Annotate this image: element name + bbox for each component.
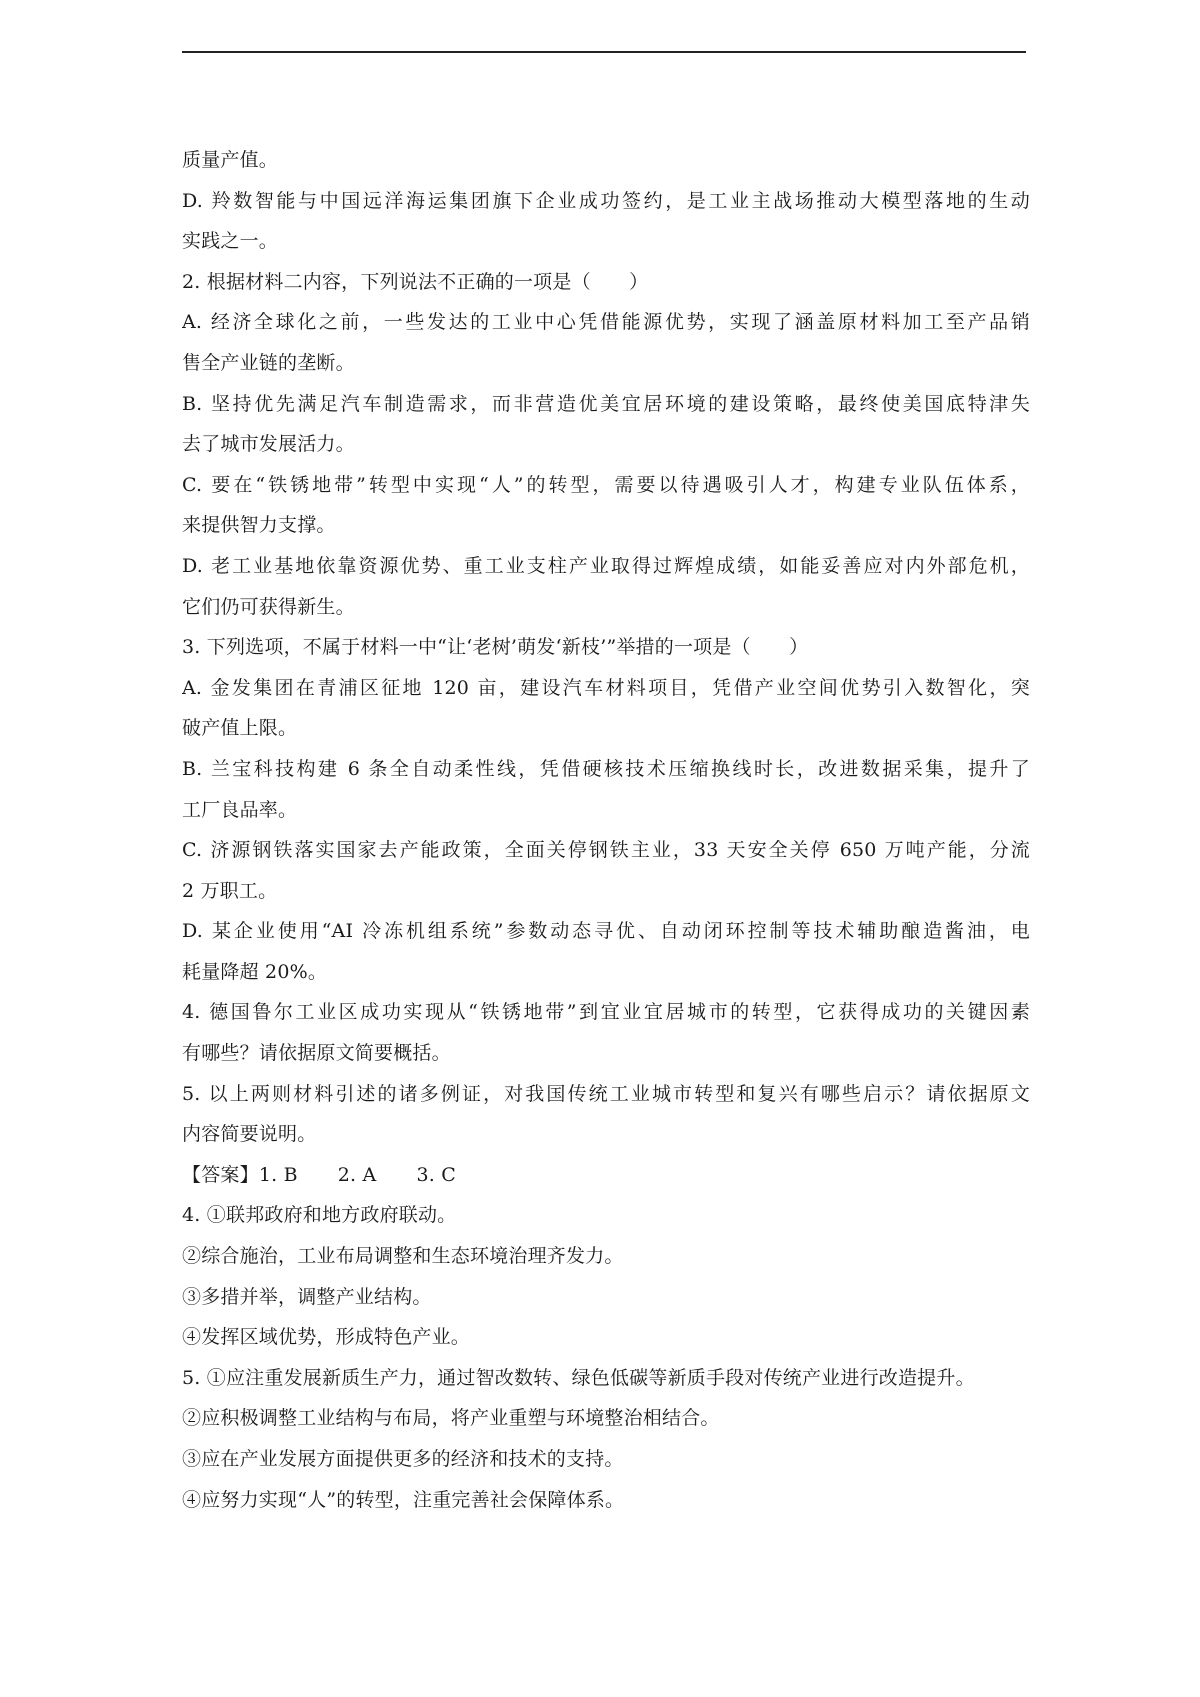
option-d-q2: D. 老工业基地依靠资源优势、重工业支柱产业取得过辉煌成绩，如能妥善应对内外部危机，	[182, 554, 1030, 577]
text-line: 耗量降超 20%。	[182, 960, 328, 983]
answer-3: 3. C	[416, 1163, 456, 1186]
answer-line	[182, 1155, 1030, 1196]
answer-4-point-1: 4. ①联邦政府和地方政府联动。	[182, 1204, 457, 1227]
text-line: 它们仍可获得新生。	[182, 595, 355, 618]
answer-5-point-2: ②应积极调整工业结构与布局，将产业重塑与环境整治相结合。	[182, 1407, 720, 1430]
answer-1: 1. B	[258, 1163, 298, 1186]
text-line: 破产值上限。	[182, 717, 298, 740]
answer-2: 2. A	[337, 1163, 377, 1186]
question-3: 3. 下列选项，不属于材料一中“让‘老树’萌发‘新枝’”举措的一项是（ ）	[182, 636, 809, 659]
text-line: 内容简要说明。	[182, 1123, 317, 1146]
document-body	[182, 140, 1030, 1520]
text-line: 来提供智力支撑。	[182, 514, 336, 537]
answer-5-point-4: ④应努力实现“人”的转型，注重完善社会保障体系。	[182, 1488, 625, 1511]
option-c-q2: C. 要在“铁锈地带”转型中实现“人”的转型，需要以待遇吸引人才，构建专业队伍体系，	[182, 473, 1030, 496]
answer-4-point-2: ②综合施治，工业布局调整和生态环境治理齐发力。	[182, 1245, 624, 1268]
question-2: 2. 根据材料二内容，下列说法不正确的一项是（ ）	[182, 270, 649, 293]
text-line: 售全产业链的垄断。	[182, 351, 355, 374]
answer-label: 【答案】	[182, 1163, 259, 1186]
option-d-q3: D. 某企业使用“AI 冷冻机组系统”参数动态寻优、自动闭环控制等技术辅助酿造酱油，电	[182, 920, 1030, 943]
option-a-q2: A. 经济全球化之前，一些发达的工业中心凭借能源优势，实现了涵盖原材料加工至产品销	[182, 311, 1030, 334]
answer-4-point-4: ④发挥区域优势，形成特色产业。	[182, 1326, 471, 1349]
answer-4-point-3: ③多措并举，调整产业结构。	[182, 1285, 432, 1308]
text-line: 2 万职工。	[182, 879, 278, 902]
header-rule	[182, 51, 1026, 53]
text-line: 实践之一。	[182, 230, 279, 253]
text-line: 质量产值。	[182, 149, 279, 171]
text-line: 工厂良品率。	[182, 798, 298, 821]
text-line: 有哪些？请依据原文简要概括。	[182, 1042, 451, 1065]
option-a-q3: A. 金发集团在青浦区征地 120 亩，建设汽车材料项目，凭借产业空间优势引入数智化，突	[182, 676, 1030, 699]
question-5: 5. 以上两则材料引述的诸多例证，对我国传统工业城市转型和复兴有哪些启示？请依据原文	[182, 1082, 1030, 1105]
option-b-q3: B. 兰宝科技构建 6 条全自动柔性线，凭借硬核技术压缩换线时长，改进数据采集，提升了	[182, 757, 1030, 780]
text-line: 去了城市发展活力。	[182, 433, 355, 456]
question-4: 4. 德国鲁尔工业区成功实现从“铁锈地带”到宜业宜居城市的转型，它获得成功的关键因素	[182, 1001, 1030, 1024]
answer-5-point-3: ③应在产业发展方面提供更多的经济和技术的支持。	[182, 1448, 624, 1470]
option-c-q3: C. 济源钢铁落实国家去产能政策，全面关停钢铁主业，33 天安全关停 650 万吨产能，分流	[182, 839, 1030, 862]
option-d-q1: D. 羚数智能与中国远洋海运集团旗下企业成功签约，是工业主战场推动大模型落地的生动	[182, 189, 1030, 212]
option-b-q2: B. 坚持优先满足汽车制造需求，而非营造优美宜居环境的建设策略，最终使美国底特津失	[182, 392, 1030, 415]
answer-5-point-1: 5. ①应注重发展新质生产力，通过智改数转、绿色低碳等新质手段对传统产业进行改造提升。	[182, 1366, 975, 1389]
